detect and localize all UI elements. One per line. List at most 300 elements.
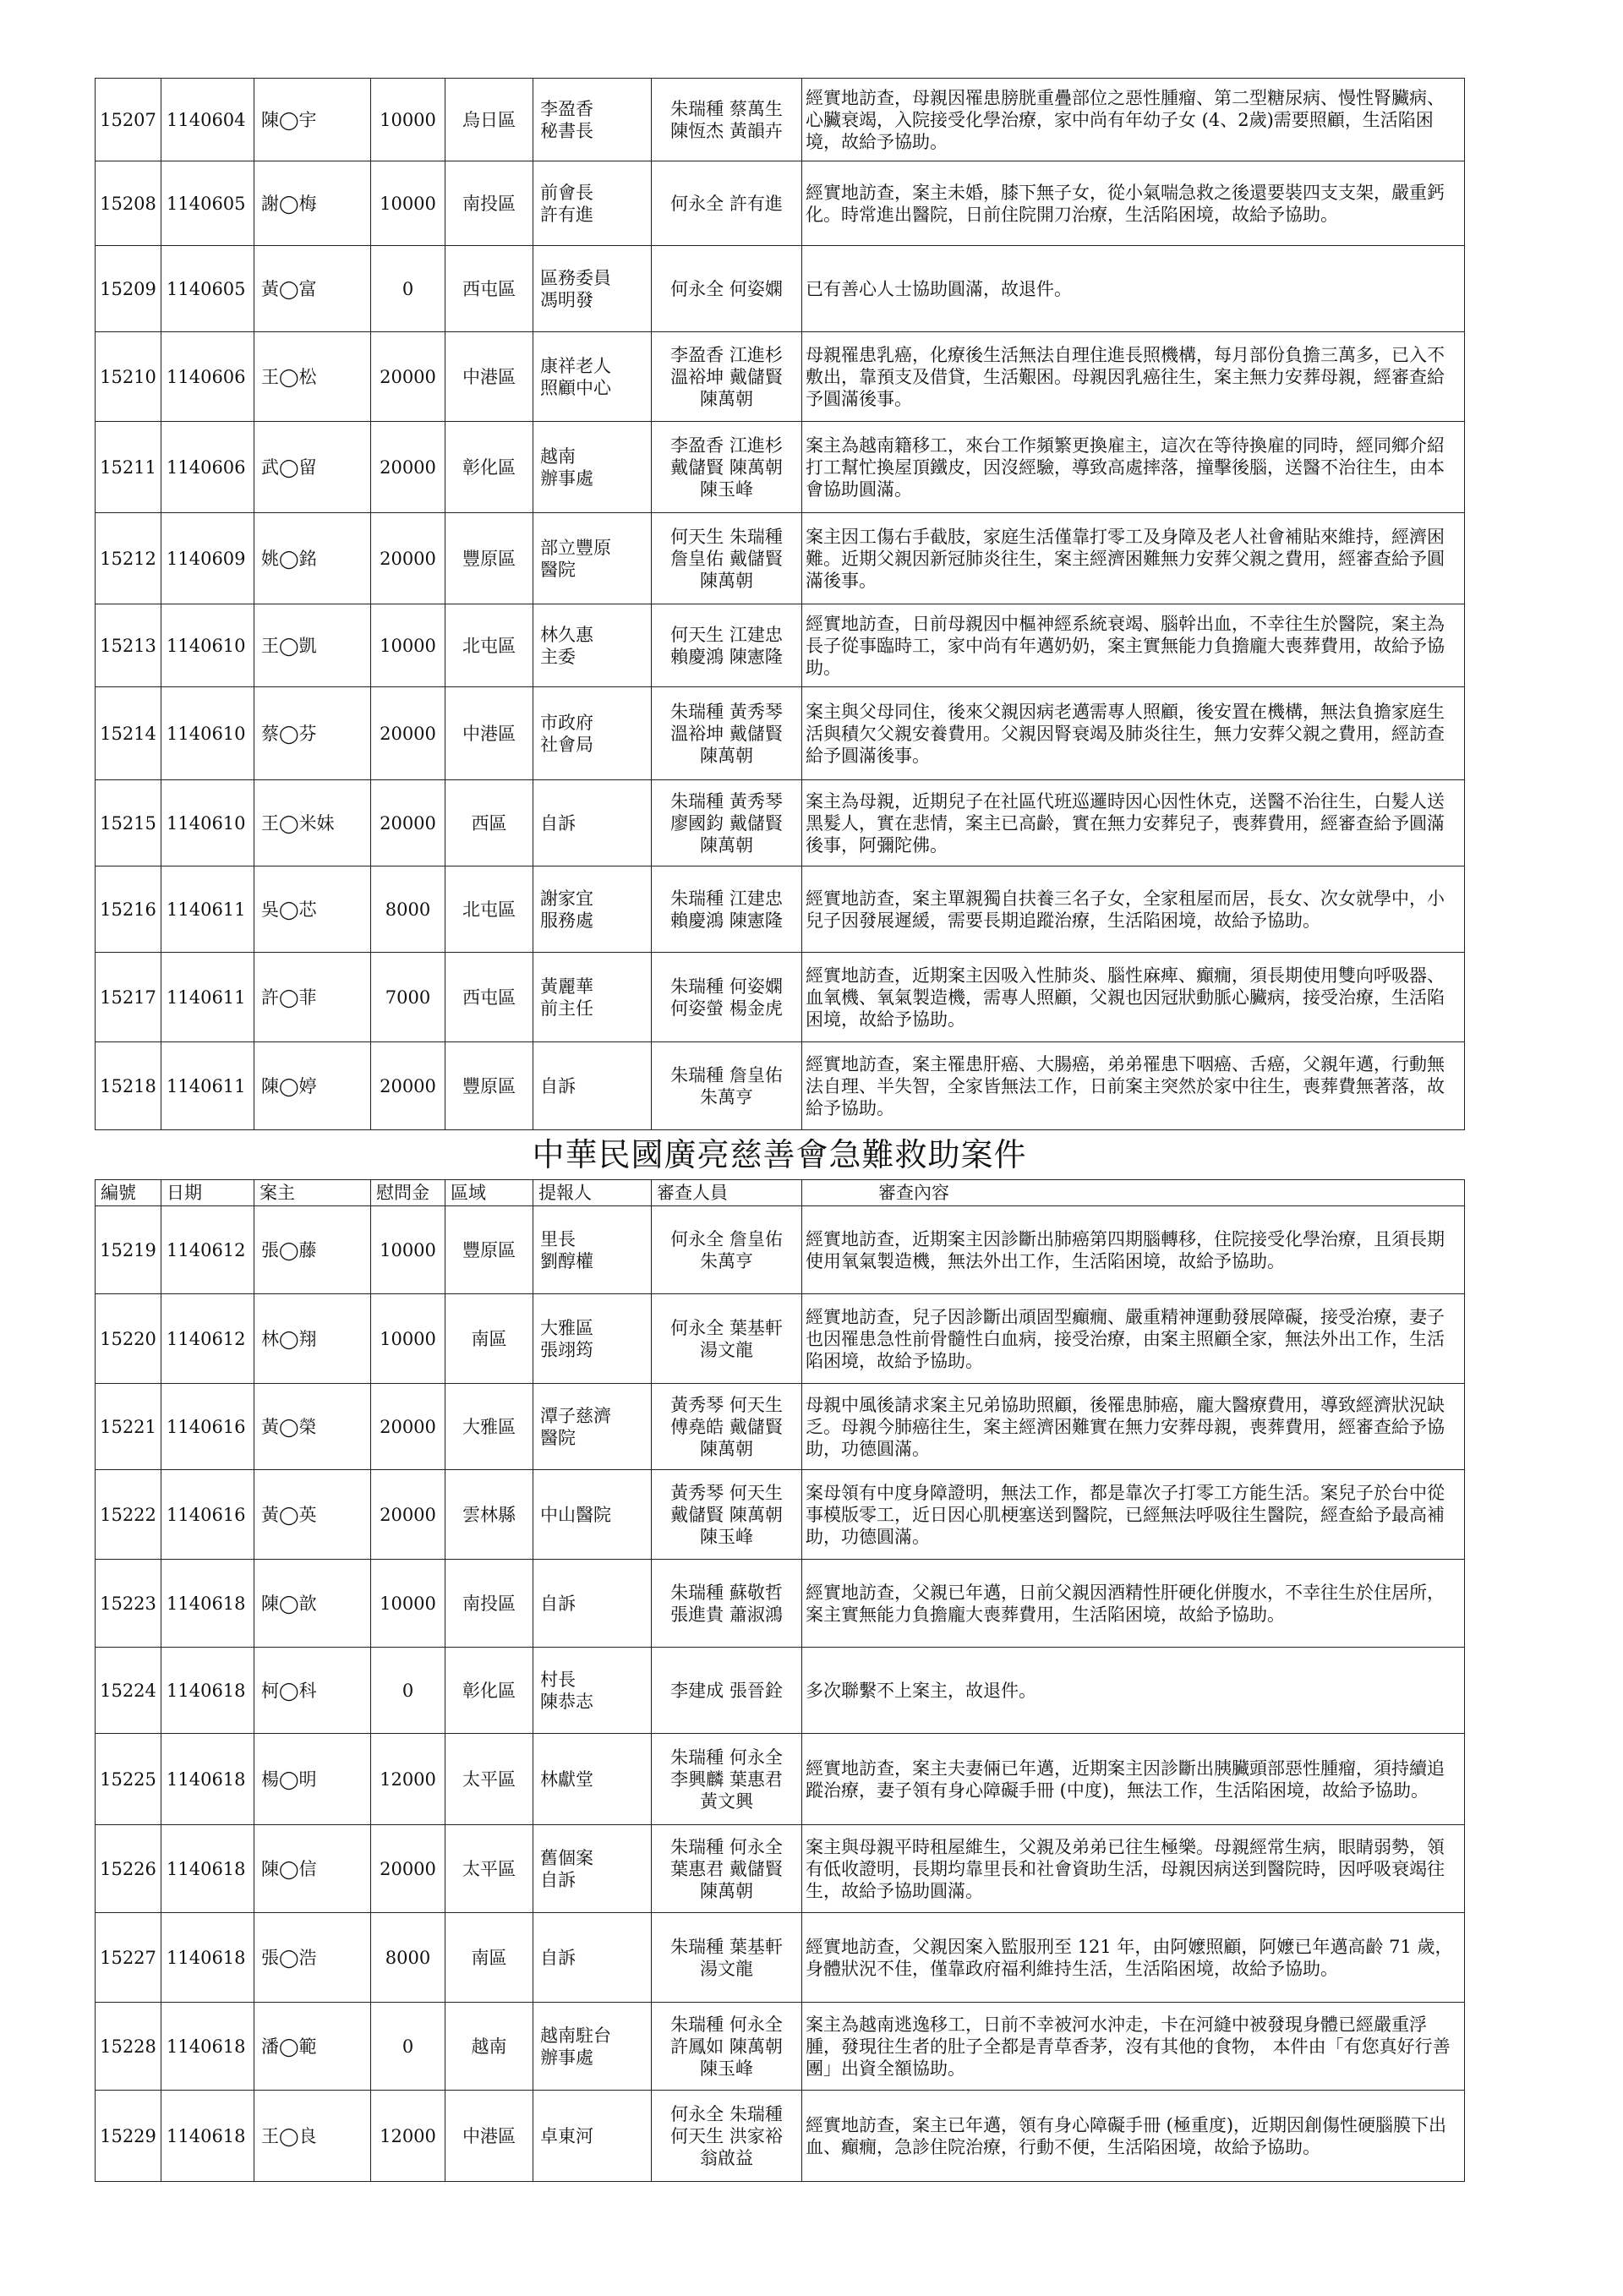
case-content: 多次聯繫不上案主，故退件。 <box>802 1648 1465 1734</box>
case-amount: 10000 <box>371 1294 445 1384</box>
case-content: 經實地訪查，母親因罹患膀胱重疊部位之惡性腫瘤、第二型糖尿病、慢性腎臟病、心臟衰竭，入院接受化學治療，家中尚有年幼子女 (4、2歲)需要照顧，生活陷困境，故給予協助。 <box>802 79 1465 161</box>
case-client: 黃◯榮 <box>254 1384 371 1470</box>
reporter-line: 林獻堂 <box>540 1768 593 1790</box>
reviewer-line: 陳萬朝 <box>700 745 753 766</box>
case-reporter <box>533 79 652 161</box>
reviewer-line: 何永全 葉基軒 <box>670 1317 783 1338</box>
case-number: 15214 <box>96 687 161 780</box>
case-client: 陳◯婷 <box>254 1042 371 1130</box>
case-date: 1140609 <box>161 513 254 604</box>
reviewer-line: 翁啟益 <box>700 2147 753 2168</box>
case-reporter <box>533 604 652 687</box>
reviewer-line: 許鳳如 陳萬朝 <box>670 2036 783 2057</box>
table-row <box>96 332 1465 422</box>
reviewer-line: 湯文龍 <box>700 1339 753 1360</box>
case-date: 1140605 <box>161 246 254 332</box>
case-number: 15207 <box>96 79 161 161</box>
table-row <box>96 1384 1465 1470</box>
reviewer-line: 朱瑞種 黃秀琴 <box>670 790 783 812</box>
case-content: 案主因工傷右手截肢，家庭生活僅靠打零工及身障及老人社會補貼來維持，經濟困難。近期父親因新冠肺炎往生，案主經濟困難無力安葬父親之費用，經審查給予圓滿後事。 <box>802 513 1465 604</box>
case-area: 南投區 <box>445 161 533 246</box>
reviewer-line: 朱瑞種 葉基軒 <box>670 1936 783 1957</box>
case-content: 母親罹患乳癌，化療後生活無法自理住進長照機構，每月部份負擔三萬多，已入不敷出，靠預支及借貸，生活艱困。母親因乳癌往生，案主無力安葬母親，經審查給予圓滿後事。 <box>802 332 1465 422</box>
case-reviewers <box>652 513 802 604</box>
table-row <box>96 1560 1465 1648</box>
table-row <box>96 1913 1465 2003</box>
reviewer-line: 賴慶鴻 陳憲隆 <box>670 646 783 667</box>
case-reporter <box>533 1560 652 1648</box>
case-reviewers <box>652 866 802 953</box>
reporter-line: 謝家宜 <box>540 888 593 909</box>
case-date: 1140611 <box>161 866 254 953</box>
case-number: 15217 <box>96 953 161 1042</box>
case-area: 中港區 <box>445 332 533 422</box>
reviewer-line: 朱瑞種 何永全 <box>670 1836 783 1857</box>
table-row <box>96 1042 1465 1130</box>
case-area: 彰化區 <box>445 422 533 513</box>
case-amount: 10000 <box>371 79 445 161</box>
case-reviewers <box>652 1913 802 2003</box>
case-amount: 12000 <box>371 1734 445 1825</box>
reviewer-line: 朱瑞種 何永全 <box>670 1747 783 1768</box>
case-date: 1140612 <box>161 1294 254 1384</box>
case-date: 1140618 <box>161 2091 254 2182</box>
case-number: 15210 <box>96 332 161 422</box>
case-area: 中港區 <box>445 2091 533 2182</box>
reviewer-line: 溫裕坤 戴儲賢 <box>670 366 783 387</box>
reviewer-line: 陳萬朝 <box>700 1438 753 1459</box>
case-date: 1140618 <box>161 1913 254 2003</box>
reviewer-line: 李建成 張晉銓 <box>670 1680 783 1701</box>
reporter-line: 辦事處 <box>540 2047 593 2068</box>
table-row <box>96 1734 1465 1825</box>
case-amount: 8000 <box>371 1913 445 2003</box>
reviewer-line: 何永全 詹皇佑 <box>670 1228 783 1249</box>
case-number: 15223 <box>96 1560 161 1648</box>
case-reviewers <box>652 604 802 687</box>
case-number: 15227 <box>96 1913 161 2003</box>
case-number: 15218 <box>96 1042 161 1130</box>
case-client: 楊◯明 <box>254 1734 371 1825</box>
case-date: 1140610 <box>161 604 254 687</box>
case-area: 烏日區 <box>445 79 533 161</box>
case-content: 母親中風後請求案主兄弟協助照顧，後罹患肺癌，龐大醫療費用，導致經濟狀況缺乏。母親今肺癌往生，案主經濟困難實在無力安葬母親，喪葬費用，經審查給予協助，功德圓滿。 <box>802 1384 1465 1470</box>
reviewer-line: 賴慶鴻 陳憲隆 <box>670 910 783 931</box>
case-client: 潘◯範 <box>254 2003 371 2091</box>
case-reviewers <box>652 332 802 422</box>
case-amount: 20000 <box>371 332 445 422</box>
reviewer-line: 戴儲賢 陳萬朝 <box>670 456 783 478</box>
reviewer-line: 詹皇佑 戴儲賢 <box>670 548 783 569</box>
reviewer-line: 陳玉峰 <box>700 1526 753 1547</box>
case-content: 經實地訪查，兒子因診斷出頑固型癲癇、嚴重精神運動發展障礙，接受治療，妻子也因罹患急性前骨髓性白血病，接受治療，由案主照顧全家，無法外出工作，生活陷困境，故給予協助。 <box>802 1294 1465 1384</box>
table-row <box>96 2091 1465 2182</box>
header-reporter: 提報人 <box>533 1180 652 1206</box>
case-reviewers <box>652 1294 802 1384</box>
case-reviewers <box>652 1206 802 1294</box>
reporter-line: 李盈香 <box>540 98 593 119</box>
case-client: 張◯浩 <box>254 1913 371 2003</box>
case-area: 西屯區 <box>445 246 533 332</box>
case-reviewers <box>652 79 802 161</box>
reviewer-line: 陳玉峰 <box>700 478 753 500</box>
case-client: 陳◯信 <box>254 1825 371 1913</box>
reporter-line: 秘書長 <box>540 120 593 141</box>
reviewer-line: 葉惠君 戴儲賢 <box>670 1858 783 1879</box>
case-amount: 0 <box>371 1648 445 1734</box>
reporter-line: 照顧中心 <box>540 377 611 398</box>
header-no: 編號 <box>96 1180 161 1206</box>
case-reviewers <box>652 780 802 866</box>
case-reporter <box>533 2091 652 2182</box>
case-amount: 20000 <box>371 1470 445 1560</box>
case-reporter <box>533 687 652 780</box>
table-row <box>96 953 1465 1042</box>
case-reviewers <box>652 1734 802 1825</box>
reviewer-line: 李興麟 葉惠君 <box>670 1768 783 1790</box>
case-reporter <box>533 1825 652 1913</box>
case-reporter <box>533 1206 652 1294</box>
case-date: 1140618 <box>161 2003 254 2091</box>
case-client: 謝◯梅 <box>254 161 371 246</box>
reviewer-line: 陳萬朝 <box>700 570 753 591</box>
reviewer-line: 何姿螢 楊金虎 <box>670 998 783 1019</box>
reporter-line: 部立豐原 <box>540 537 611 558</box>
reporter-line: 中山醫院 <box>540 1504 611 1525</box>
table-row <box>96 1294 1465 1384</box>
case-amount: 10000 <box>371 1560 445 1648</box>
case-client: 王◯松 <box>254 332 371 422</box>
case-reviewers <box>652 246 802 332</box>
case-content: 案主與母親平時租屋維生，父親及弟弟已往生極樂。母親經常生病，眼睛弱勢，領有低收證明，長期均靠里長和社會資助生活，母親因病送到醫院時，因呼吸衰竭往生，故給予協助圓滿。 <box>802 1825 1465 1913</box>
case-content: 經實地訪查，案主罹患肝癌、大腸癌，弟弟罹患下咽癌、舌癌，父親年邁，行動無法自理、半失智，全家皆無法工作，日前案主突然於家中往生，喪葬費無著落，故給予協助。 <box>802 1042 1465 1130</box>
case-area: 北屯區 <box>445 866 533 953</box>
table-header-row <box>96 1180 1465 1206</box>
case-date: 1140618 <box>161 1825 254 1913</box>
section-title: 中華民國廣亮慈善會急難救助案件 <box>532 1136 1027 1173</box>
reviewer-line: 陳萬朝 <box>700 1880 753 1901</box>
reviewer-line: 陳萬朝 <box>700 388 753 409</box>
case-area: 雲林縣 <box>445 1470 533 1560</box>
case-content: 經實地訪查，日前母親因中樞神經系統衰竭、腦幹出血，不幸往生於醫院，案主為長子從事臨時工，家中尚有年邁奶奶，案主實無能力負擔龐大喪葬費用，故給予協助。 <box>802 604 1465 687</box>
cases-table-2 <box>95 1179 1465 2182</box>
case-area: 西區 <box>445 780 533 866</box>
table-row <box>96 246 1465 332</box>
case-client: 黃◯富 <box>254 246 371 332</box>
reporter-line: 自訴 <box>540 1075 576 1096</box>
reviewer-line: 何永全 朱瑞種 <box>670 2103 783 2124</box>
table-row <box>96 79 1465 161</box>
cases-table-2-body <box>96 1206 1465 2182</box>
case-number: 15211 <box>96 422 161 513</box>
case-amount: 8000 <box>371 866 445 953</box>
reporter-line: 里長 <box>540 1228 576 1249</box>
reporter-line: 卓東河 <box>540 2125 593 2146</box>
case-reviewers <box>652 1560 802 1648</box>
table-row <box>96 687 1465 780</box>
case-content: 經實地訪查，案主夫妻倆已年邁，近期案主因診斷出胰臟頭部惡性腫瘤，須持續追蹤治療，妻子領有身心障礙手冊 (中度)，無法工作，生活陷困境，故給予協助。 <box>802 1734 1465 1825</box>
case-number: 15209 <box>96 246 161 332</box>
case-amount: 7000 <box>371 953 445 1042</box>
reviewer-line: 湯文龍 <box>700 1958 753 1979</box>
case-amount: 20000 <box>371 422 445 513</box>
reviewer-line: 黃秀琴 何天生 <box>670 1394 783 1415</box>
case-reporter <box>533 866 652 953</box>
reviewer-line: 朱瑞種 何永全 <box>670 2014 783 2035</box>
case-area: 南區 <box>445 1294 533 1384</box>
reporter-line: 康祥老人 <box>540 355 611 376</box>
case-area: 彰化區 <box>445 1648 533 1734</box>
reporter-line: 主委 <box>540 646 576 667</box>
document-page <box>95 78 1464 2182</box>
case-client: 武◯留 <box>254 422 371 513</box>
case-reviewers <box>652 2003 802 2091</box>
case-reviewers <box>652 953 802 1042</box>
table-row <box>96 161 1465 246</box>
reviewer-line: 朱瑞種 蘇敬哲 <box>670 1582 783 1603</box>
case-reporter <box>533 1913 652 2003</box>
reporter-line: 村長 <box>540 1669 576 1690</box>
reporter-line: 自訴 <box>540 812 576 834</box>
table-row <box>96 1825 1465 1913</box>
case-reporter <box>533 1042 652 1130</box>
case-amount: 10000 <box>371 604 445 687</box>
reviewer-line: 陳恆杰 黃韻卉 <box>670 120 783 141</box>
case-area: 豐原區 <box>445 513 533 604</box>
case-content: 經實地訪查，近期案主因吸入性肺炎、腦性麻痺、癲癇，須長期使用雙向呼吸器、血氧機、氧氣製造機，需專人照顧，父親也因冠狀動脈心臟病，接受治療，生活陷困境，故給予協助。 <box>802 953 1465 1042</box>
case-number: 15219 <box>96 1206 161 1294</box>
case-amount: 0 <box>371 2003 445 2091</box>
case-client: 姚◯銘 <box>254 513 371 604</box>
case-client: 陳◯歆 <box>254 1560 371 1648</box>
case-number: 15221 <box>96 1384 161 1470</box>
case-amount: 10000 <box>371 1206 445 1294</box>
case-client: 王◯凱 <box>254 604 371 687</box>
case-number: 15229 <box>96 2091 161 2182</box>
case-date: 1140612 <box>161 1206 254 1294</box>
reviewer-line: 溫裕坤 戴儲賢 <box>670 723 783 744</box>
case-date: 1140616 <box>161 1470 254 1560</box>
reporter-line: 黃麗華 <box>540 976 593 997</box>
table-row <box>96 1470 1465 1560</box>
case-date: 1140606 <box>161 422 254 513</box>
reporter-line: 醫院 <box>540 559 576 580</box>
case-content: 經實地訪查，案主單親獨自扶養三名子女，全家租屋而居，長女、次女就學中，小兒子因發展遲緩，需要長期追蹤治療，生活陷困境，故給予協助。 <box>802 866 1465 953</box>
reviewer-line: 何天生 朱瑞種 <box>670 526 783 547</box>
case-content: 經實地訪查，近期案主因診斷出肺癌第四期腦轉移，住院接受化學治療，且須長期使用氧氣製造機，無法外出工作，生活陷困境，故給予協助。 <box>802 1206 1465 1294</box>
reporter-line: 社會局 <box>540 734 593 755</box>
case-area: 西屯區 <box>445 953 533 1042</box>
case-content: 案母領有中度身障證明，無法工作，都是靠次子打零工方能生活。案兒子於台中從事模版零工，近日因心肌梗塞送到醫院，已經無法呼吸往生醫院，經查給予最高補助，功德圓滿。 <box>802 1470 1465 1560</box>
case-reporter <box>533 1294 652 1384</box>
reporter-line: 越南駐台 <box>540 2025 611 2046</box>
case-client: 陳◯宇 <box>254 79 371 161</box>
case-amount: 20000 <box>371 513 445 604</box>
reporter-line: 服務處 <box>540 910 593 931</box>
table-row <box>96 866 1465 953</box>
case-reporter <box>533 161 652 246</box>
case-content: 案主為母親，近期兒子在社區代班巡邏時因心因性休克，送醫不治往生，白髮人送黑髮人，實在悲情，案主已高齡，實在無力安葬兒子，喪葬費用，經審查給予圓滿後事，阿彌陀佛。 <box>802 780 1465 866</box>
case-client: 吳◯芯 <box>254 866 371 953</box>
case-reviewers <box>652 1384 802 1470</box>
case-content: 已有善心人士協助圓滿，故退件。 <box>802 246 1465 332</box>
table-row <box>96 1648 1465 1734</box>
case-area: 豐原區 <box>445 1206 533 1294</box>
case-number: 15225 <box>96 1734 161 1825</box>
case-number: 15216 <box>96 866 161 953</box>
case-amount: 20000 <box>371 780 445 866</box>
case-reporter <box>533 246 652 332</box>
case-reporter <box>533 953 652 1042</box>
reporter-line: 市政府 <box>540 712 593 733</box>
case-date: 1140606 <box>161 332 254 422</box>
case-reporter <box>533 1470 652 1560</box>
case-reporter <box>533 332 652 422</box>
case-reviewers <box>652 1470 802 1560</box>
case-amount: 20000 <box>371 1384 445 1470</box>
reporter-line: 張翊筠 <box>540 1339 593 1360</box>
reviewer-line: 張進貴 蕭淑鴻 <box>670 1604 783 1625</box>
case-amount: 12000 <box>371 2091 445 2182</box>
case-client: 黃◯英 <box>254 1470 371 1560</box>
case-reviewers <box>652 2091 802 2182</box>
reporter-line: 潭子慈濟 <box>540 1405 611 1426</box>
case-date: 1140610 <box>161 687 254 780</box>
case-date: 1140618 <box>161 1560 254 1648</box>
case-content: 經實地訪查，案主已年邁，領有身心障礙手冊 (極重度)，近期因創傷性硬腦膜下出血、癲癇，急診住院治療，行動不便，生活陷困境，故給予協助。 <box>802 2091 1465 2182</box>
cases-table-1-body <box>96 79 1465 1130</box>
case-amount: 20000 <box>371 1825 445 1913</box>
case-content: 案主為越南逃逸移工，日前不幸被河水沖走，卡在河縫中被發現身體已經嚴重浮腫，發現往生者的肚子全都是青草香茅，沒有其他的食物， 本件由「有您真好行善團」出資全額協助。 <box>802 2003 1465 2091</box>
case-date: 1140604 <box>161 79 254 161</box>
case-client: 王◯米妹 <box>254 780 371 866</box>
case-reporter <box>533 513 652 604</box>
case-reporter <box>533 2003 652 2091</box>
reviewer-line: 何永全 許有進 <box>670 193 783 214</box>
case-reviewers <box>652 1825 802 1913</box>
case-client: 許◯菲 <box>254 953 371 1042</box>
reporter-line: 許有進 <box>540 204 593 225</box>
case-client: 柯◯科 <box>254 1648 371 1734</box>
case-reporter <box>533 1384 652 1470</box>
reporter-line: 馮明發 <box>540 289 593 310</box>
case-number: 15228 <box>96 2003 161 2091</box>
reporter-line: 林久惠 <box>540 624 593 645</box>
reporter-line: 舊個案 <box>540 1847 593 1868</box>
case-area: 大雅區 <box>445 1384 533 1470</box>
case-number: 15213 <box>96 604 161 687</box>
case-client: 蔡◯芬 <box>254 687 371 780</box>
reviewer-line: 李盈香 江進杉 <box>670 344 783 365</box>
reviewer-line: 朱瑞種 何姿嫻 <box>670 976 783 997</box>
case-reviewers <box>652 422 802 513</box>
table-row <box>96 422 1465 513</box>
reporter-line: 劉醇權 <box>540 1250 593 1271</box>
case-area: 太平區 <box>445 1825 533 1913</box>
table-row <box>96 513 1465 604</box>
reporter-line: 區務委員 <box>540 267 611 288</box>
reporter-line: 越南 <box>540 446 576 467</box>
reporter-line: 大雅區 <box>540 1317 593 1338</box>
case-reviewers <box>652 1648 802 1734</box>
case-date: 1140616 <box>161 1384 254 1470</box>
reviewer-line: 何天生 洪家裕 <box>670 2125 783 2146</box>
case-area: 南區 <box>445 1913 533 2003</box>
case-number: 15212 <box>96 513 161 604</box>
header-content: 審查內容 <box>802 1180 1465 1206</box>
case-date: 1140618 <box>161 1734 254 1825</box>
case-amount: 10000 <box>371 161 445 246</box>
reporter-line: 自訴 <box>540 1593 576 1614</box>
table-row <box>96 780 1465 866</box>
table-row <box>96 604 1465 687</box>
case-number: 15215 <box>96 780 161 866</box>
case-reporter <box>533 422 652 513</box>
cases-table-1 <box>95 78 1465 1130</box>
reporter-line: 醫院 <box>540 1427 576 1448</box>
reviewer-line: 陳萬朝 <box>700 834 753 856</box>
case-number: 15224 <box>96 1648 161 1734</box>
case-reviewers <box>652 687 802 780</box>
reporter-line: 辦事處 <box>540 467 593 489</box>
case-area: 南投區 <box>445 1560 533 1648</box>
case-number: 15208 <box>96 161 161 246</box>
case-client: 王◯良 <box>254 2091 371 2182</box>
case-amount: 0 <box>371 246 445 332</box>
table-row <box>96 2003 1465 2091</box>
case-reporter <box>533 1734 652 1825</box>
case-content: 經實地訪查，案主未婚，膝下無子女，從小氣喘急救之後還要裝四支支架，嚴重鈣化。時常進出醫院，日前住院開刀治療，生活陷困境，故給予協助。 <box>802 161 1465 246</box>
reviewer-line: 傅堯皓 戴儲賢 <box>670 1416 783 1437</box>
case-amount: 20000 <box>371 1042 445 1130</box>
reviewer-line: 戴儲賢 陳萬朝 <box>670 1504 783 1525</box>
case-date: 1140611 <box>161 953 254 1042</box>
reviewer-line: 陳玉峰 <box>700 2058 753 2079</box>
header-area: 區域 <box>445 1180 533 1206</box>
reviewer-line: 朱瑞種 黃秀琴 <box>670 701 783 722</box>
case-reviewers <box>652 1042 802 1130</box>
reporter-line: 自訴 <box>540 1869 576 1890</box>
case-date: 1140618 <box>161 1648 254 1734</box>
case-date: 1140610 <box>161 780 254 866</box>
reviewer-line: 何永全 何姿嫻 <box>670 278 783 299</box>
case-number: 15220 <box>96 1294 161 1384</box>
case-number: 15222 <box>96 1470 161 1560</box>
reviewer-line: 朱瑞種 蔡萬生 <box>670 98 783 119</box>
case-area: 北屯區 <box>445 604 533 687</box>
case-number: 15226 <box>96 1825 161 1913</box>
header-date: 日期 <box>161 1180 254 1206</box>
reviewer-line: 李盈香 江進杉 <box>670 435 783 456</box>
case-content: 案主與父母同住，後來父親因病老邁需專人照顧，後安置在機構，無法負擔家庭生活與積欠父親安養費用。父親因腎衰竭及肺炎往生，無力安葬父親之費用，經訪查給予圓滿後事。 <box>802 687 1465 780</box>
case-client: 張◯藤 <box>254 1206 371 1294</box>
reporter-line: 前會長 <box>540 182 593 203</box>
case-amount: 20000 <box>371 687 445 780</box>
reviewer-line: 朱瑞種 詹皇佑 <box>670 1064 783 1085</box>
reviewer-line: 朱瑞種 江建忠 <box>670 888 783 909</box>
case-client: 林◯翔 <box>254 1294 371 1384</box>
case-reporter <box>533 780 652 866</box>
reviewer-line: 朱萬亨 <box>700 1250 753 1271</box>
case-area: 豐原區 <box>445 1042 533 1130</box>
reviewer-line: 朱萬亨 <box>700 1086 753 1107</box>
header-name: 案主 <box>254 1180 371 1206</box>
case-reviewers <box>652 161 802 246</box>
reviewer-line: 何天生 江建忠 <box>670 624 783 645</box>
case-content: 案主為越南籍移工，來台工作頻繁更換雇主，這次在等待換雇的同時，經同鄉介紹打工幫忙換屋頂鐵皮，因沒經驗，導致高處摔落，撞擊後腦，送醫不治往生，由本會協助圓滿。 <box>802 422 1465 513</box>
case-content: 經實地訪查，父親因案入監服刑至 121 年，由阿嬤照顧，阿嬤已年邁高齡 71 歲，身體狀況不佳，僅靠政府福利維持生活，生活陷困境，故給予協助。 <box>802 1913 1465 2003</box>
case-reporter <box>533 1648 652 1734</box>
